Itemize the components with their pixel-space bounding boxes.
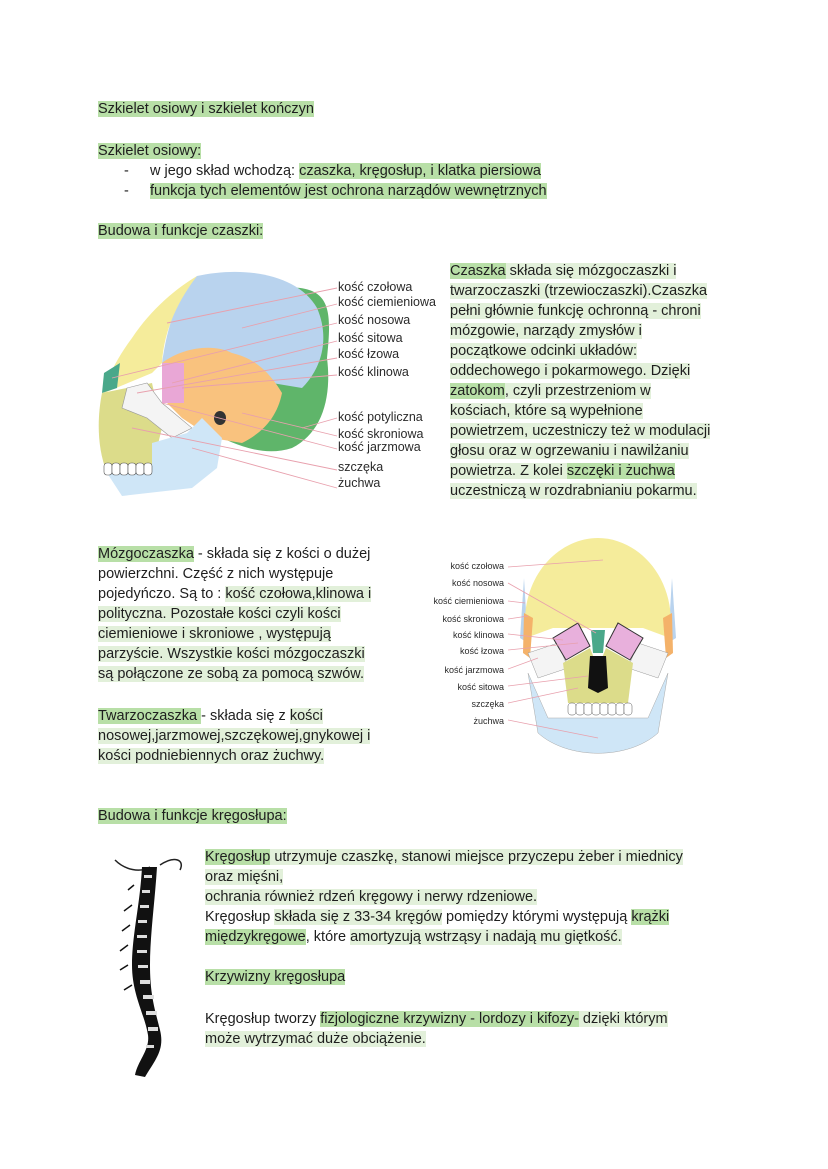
plain-text: pojedyńczo. Są to : (98, 586, 226, 602)
highlight-text: powietrza. Z kolei (450, 463, 567, 479)
label-mandible: żuchwa (473, 716, 504, 726)
highlight-term: szczęki i żuchwa (566, 463, 675, 479)
spine-illustration (110, 845, 205, 1080)
text-line (450, 341, 710, 361)
highlight-text: nosowej,jarzmowej,szczękowej,gnykowej i (98, 728, 371, 744)
label-frontal-bone: kość czołowa (338, 280, 413, 294)
highlight-text: składa się z 33-34 kręgów (274, 909, 442, 925)
plain-text: Kręgosłup (205, 909, 275, 925)
text-line (450, 461, 710, 481)
plain-text: powierzchni. Część z nich występuje (98, 566, 334, 582)
bullet-dash: - (124, 183, 129, 199)
text-line (450, 361, 710, 381)
text-line (98, 564, 371, 584)
highlight-text: kości (289, 708, 323, 724)
highlight-term: zatokom (450, 383, 505, 399)
spine-curves-description (205, 1009, 668, 1049)
highlight-text: polityczna. Pozostałe kości czyli kości (98, 606, 341, 622)
axial-heading-text: Szkielet osiowy: (98, 143, 202, 159)
text-line (98, 644, 371, 664)
label-temporal-bone: kość skroniowa (338, 427, 424, 441)
text-line (205, 1009, 668, 1029)
label-occipital-bone: kość potyliczna (338, 410, 423, 424)
highlight-text: oraz mięśni, (205, 869, 284, 885)
highlight-term: międzykręgowe (205, 929, 306, 945)
text-line (205, 847, 683, 867)
highlight-text: kościach, które są wypełnione (450, 403, 643, 419)
highlight-text: kość czołowa,klinowa i (225, 586, 372, 602)
bullet-dash: - (124, 163, 129, 179)
label-nasal-bone: kość nosowa (451, 578, 504, 588)
text-line (98, 604, 371, 624)
label-sphenoid-bone: kość klinowa (338, 365, 409, 379)
text-line (450, 321, 710, 341)
highlight-text: początkowe odcinki układów: (450, 343, 637, 359)
braincase-paragraph (98, 544, 371, 684)
plain-text: Kręgosłup tworzy (205, 1011, 321, 1027)
frontal-skull-diagram (428, 528, 688, 763)
highlight-term: Kręgosłup (205, 849, 271, 865)
plain-text: pomiędzy którymi występują (441, 909, 632, 925)
highlight-text: uczestniczą w rozdrabnianiu pokarmu. (450, 483, 697, 499)
label-mandible: żuchwa (338, 476, 381, 490)
text-line (450, 281, 710, 301)
label-parietal-bone: kość ciemieniowa (433, 596, 504, 606)
text-line (450, 421, 710, 441)
skull-description (450, 261, 710, 501)
plain-text: , które (305, 929, 351, 945)
label-parietal-bone: kość ciemieniowa (338, 295, 436, 309)
label-zygomatic-bone: kość jarzmowa (338, 440, 421, 454)
label-maxilla: szczęka (471, 699, 504, 709)
text-line (450, 481, 710, 501)
spine-lateral-illustration (110, 845, 205, 1080)
text-line (450, 261, 710, 281)
highlight-text: oddechowego i pokarmowego. Dzięki (450, 363, 691, 379)
highlight-text: kości podniebiennych oraz żuchwy. (98, 748, 325, 764)
highlight-text: ochrania również rdzeń kręgowy i nerwy rdzeniowe. (205, 889, 538, 905)
skull-heading (98, 221, 263, 241)
bullet-highlight: czaszka, kręgosłup, i klatka piersiowa (299, 163, 541, 179)
text-line (98, 624, 371, 644)
highlight-text: twarzoczaszki (trzewioczaszki).Czaszka (450, 283, 708, 299)
label-frontal-bone: kość czołowa (450, 561, 504, 571)
text-line (450, 401, 710, 421)
spine-heading (98, 806, 287, 826)
spine-description (205, 847, 683, 947)
label-temporal-bone: kość skroniowa (442, 614, 504, 624)
text-line (98, 664, 371, 684)
highlight-text: mózgowie, narządy zmysłów i (450, 323, 642, 339)
label-lacrimal-bone: kość łzowa (338, 347, 400, 361)
highlight-text: składa się mózgoczaszki i (505, 263, 677, 279)
text-line (205, 1029, 668, 1049)
highlight-term: Twarzoczaszka (98, 708, 202, 724)
highlight-text: dzięki którym (578, 1011, 668, 1027)
text-line (450, 301, 710, 321)
highlight-term: krążki (631, 909, 670, 925)
bullet-item (98, 181, 547, 201)
highlight-text: amortyzują wstrząsy i nadają mu giętkość. (350, 929, 622, 945)
axial-heading (98, 141, 201, 161)
facial-skeleton-paragraph (98, 706, 370, 766)
text-line (450, 381, 710, 401)
highlight-term: Mózgoczaszka (98, 546, 194, 562)
text-line (205, 907, 683, 927)
bullet-highlight: funkcja tych elementów jest ochrona narządów wewnętrznych (150, 183, 547, 199)
text-line (205, 927, 683, 947)
axial-bullet-list (98, 161, 547, 201)
highlight-text: parzyście. Wszystkie kości mózgoczaszki (98, 646, 365, 662)
plain-text: - składa się z (201, 708, 290, 724)
highlight-text: ciemieniowe i skroniowe , występują (98, 626, 331, 642)
plain-text: - składa się z kości o dużej (193, 546, 371, 562)
label-sphenoid-bone: kość klinowa (452, 630, 504, 640)
bullet-item (98, 161, 547, 181)
lateral-skull-diagram (92, 268, 437, 498)
text-line (98, 746, 370, 766)
highlight-term: fizjologiczne krzywizny - lordozy i kifozy- (320, 1011, 579, 1027)
highlight-text: , czyli przestrzeniom w (504, 383, 651, 399)
spine-curves-heading (205, 967, 345, 987)
highlight-text: pełni głównie funkcję ochronną - chroni (450, 303, 701, 319)
label-ethmoid-bone: kość sitowa (457, 682, 504, 692)
text-line (450, 441, 710, 461)
text-line (205, 867, 683, 887)
text-line (98, 706, 370, 726)
text-line (98, 544, 371, 564)
highlight-text: głosu oraz w ogrzewaniu i nawilżaniu (450, 443, 689, 459)
highlight-text: powietrzem, uczestniczy też w modulacji (450, 423, 711, 439)
label-maxilla: szczęka (338, 460, 384, 474)
bullet-text: w jego skład wchodzą: (150, 163, 300, 179)
skull-heading-text: Budowa i funkcje czaszki: (98, 223, 264, 239)
highlight-text: może wytrzymać duże obciążenie. (205, 1031, 426, 1047)
text-line (98, 584, 371, 604)
highlight-term: Czaszka (450, 263, 506, 279)
document-title (98, 99, 314, 119)
label-zygomatic-bone: kość jarzmowa (444, 665, 504, 675)
label-lacrimal-bone: kość łzowa (459, 646, 504, 656)
text-line (205, 887, 683, 907)
title-text: Szkielet osiowy i szkielet kończyn (98, 101, 314, 117)
label-nasal-bone: kość nosowa (338, 313, 411, 327)
spine-curves-heading-text: Krzywizny kręgosłupa (205, 969, 346, 985)
spine-heading-text: Budowa i funkcje kręgosłupa: (98, 808, 287, 824)
highlight-text: są połączone ze sobą za pomocą szwów. (98, 666, 364, 682)
text-line (98, 726, 370, 746)
highlight-text: utrzymuje czaszkę, stanowi miejsce przyczepu żeber i miednicy (270, 849, 683, 865)
label-ethmoid-bone: kość sitowa (338, 331, 403, 345)
